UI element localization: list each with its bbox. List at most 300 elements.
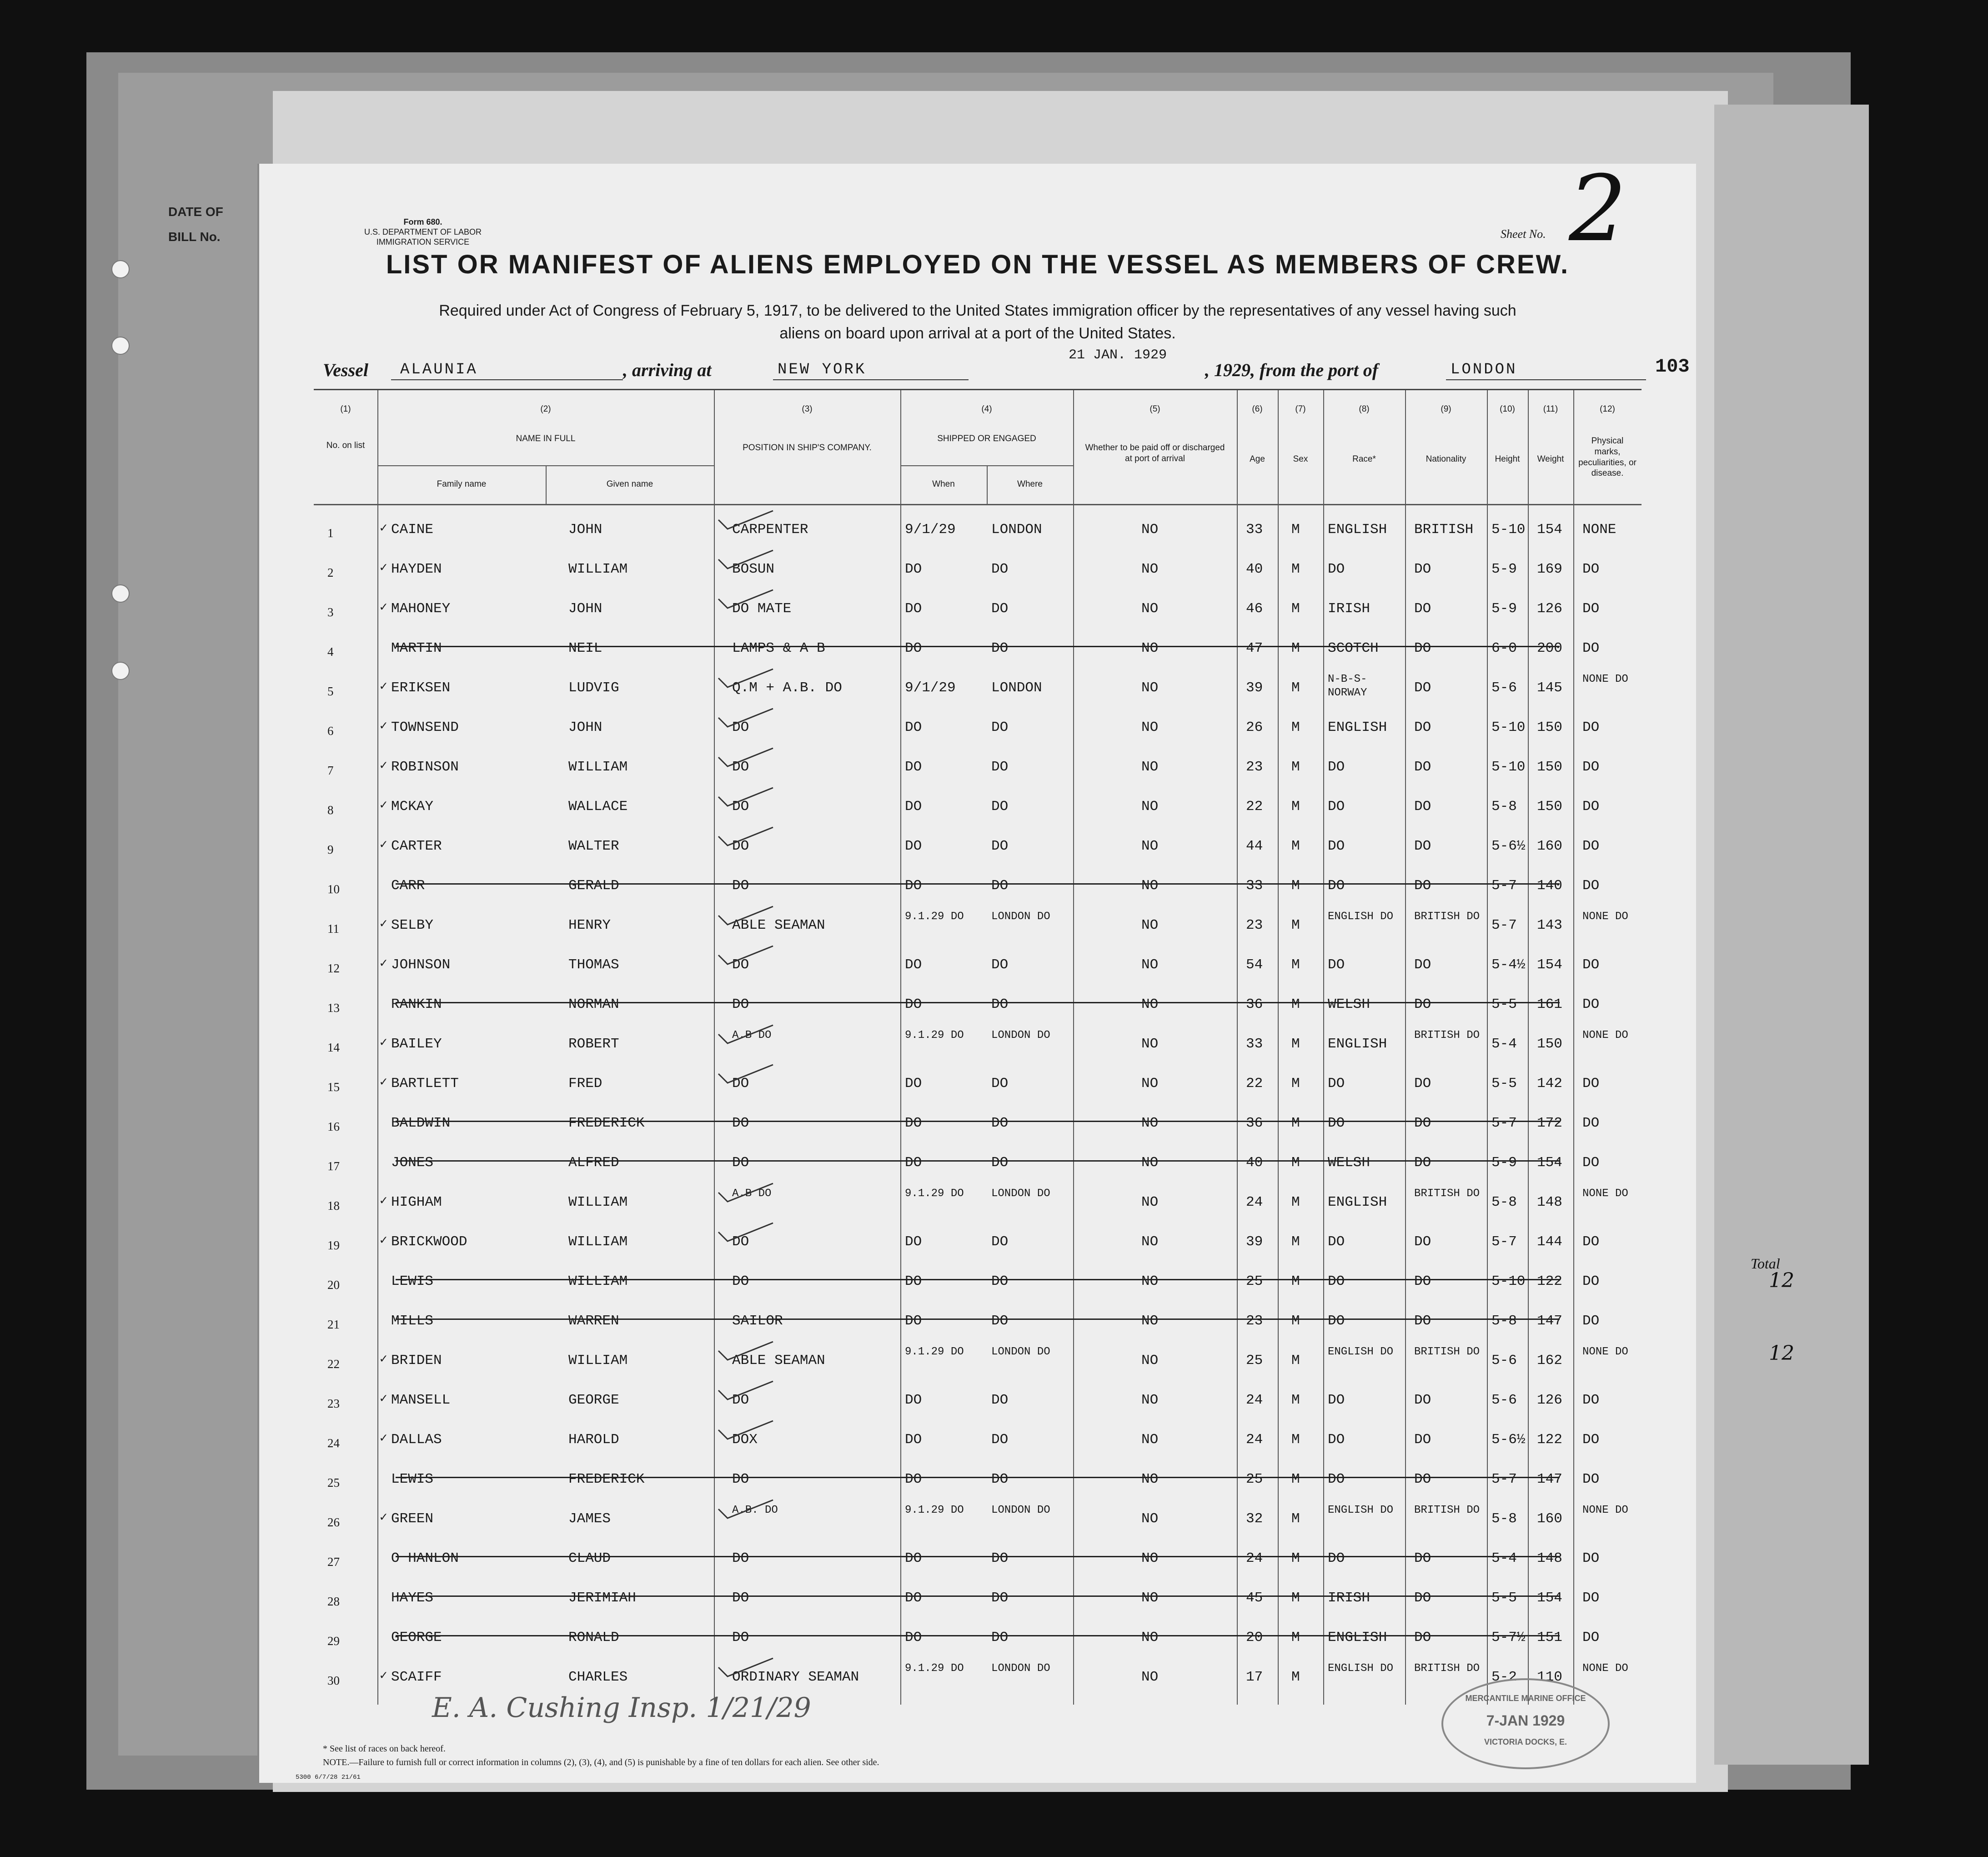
nationality: BRITISH DO — [1414, 1504, 1480, 1516]
given-name: HENRY — [568, 917, 611, 933]
side-total-value: 12 — [1769, 1269, 1794, 1292]
table-row — [314, 867, 1642, 904]
position: Q.M + A.B. DO — [732, 680, 842, 696]
shipped-when: DO — [905, 759, 922, 775]
paid-off: NO — [1141, 720, 1159, 735]
nationality: BRITISH DO — [1414, 1188, 1480, 1200]
given-name: WILLIAM — [568, 1273, 628, 1289]
physical-marks: DO — [1582, 1630, 1600, 1646]
age: 24 — [1246, 1432, 1263, 1448]
family-name: BALDWIN — [391, 1115, 451, 1131]
height: 6-0 — [1491, 640, 1517, 656]
table-row — [314, 788, 1642, 825]
table-row — [314, 1500, 1642, 1537]
back-date-label: DATE OF — [168, 205, 223, 219]
given-name: RONALD — [568, 1630, 619, 1646]
given-name: ROBERT — [568, 1036, 619, 1052]
race: ENGLISH — [1328, 1630, 1387, 1646]
family-name: MANSELL — [391, 1392, 451, 1408]
shipped-when: DO — [905, 1115, 922, 1131]
weight: 150 — [1537, 759, 1562, 775]
row-number: 20 — [327, 1278, 340, 1292]
paid-off: NO — [1141, 1155, 1159, 1171]
weight: 147 — [1537, 1313, 1562, 1329]
footnote-races: * See list of races on back hereof. — [323, 1744, 446, 1754]
weight: 154 — [1537, 1590, 1562, 1606]
position: ORDINARY SEAMAN — [732, 1669, 859, 1685]
shipped-when: DO — [905, 601, 922, 617]
shipped-when: DO — [905, 1432, 922, 1448]
position: A.B. DO — [732, 1504, 778, 1516]
row-number: 3 — [327, 605, 334, 619]
nationality: DO — [1414, 561, 1431, 577]
paid-off: NO — [1141, 1630, 1159, 1646]
col-race: Race* — [1352, 454, 1376, 464]
paid-off: NO — [1141, 917, 1159, 933]
shipped-where: DO — [991, 1313, 1009, 1329]
row-tick-icon: ✓ — [380, 759, 387, 773]
family-name: HIGHAM — [391, 1194, 442, 1210]
table-row — [314, 1579, 1642, 1616]
weight: 110 — [1537, 1669, 1562, 1685]
sex: M — [1291, 1076, 1300, 1092]
shipped-where: DO — [991, 1392, 1009, 1408]
given-name: JOHN — [568, 601, 602, 617]
family-name: BARTLETT — [391, 1076, 459, 1092]
row-tick-icon: ✓ — [380, 917, 387, 931]
colnum-7: (7) — [1295, 404, 1306, 414]
physical-marks: DO — [1582, 561, 1600, 577]
given-name: WILLIAM — [568, 561, 628, 577]
family-name: CARR — [391, 878, 425, 894]
punch-hole — [111, 662, 130, 680]
table-row — [314, 1144, 1642, 1181]
family-name: HAYDEN — [391, 561, 442, 577]
row-number: 23 — [327, 1397, 340, 1410]
weight: 142 — [1537, 1076, 1562, 1092]
shipped-when: DO — [905, 1630, 922, 1646]
paid-off: NO — [1141, 1273, 1159, 1289]
paid-off: NO — [1141, 957, 1159, 973]
table-row — [314, 1460, 1642, 1498]
weight: 154 — [1537, 957, 1562, 973]
col-height: Height — [1495, 454, 1520, 464]
age: 25 — [1246, 1353, 1263, 1369]
table-row — [314, 590, 1642, 627]
physical-marks: DO — [1582, 601, 1600, 617]
weight: 160 — [1537, 838, 1562, 854]
age: 24 — [1246, 1194, 1263, 1210]
paid-off: NO — [1141, 561, 1159, 577]
physical-marks: DO — [1582, 1432, 1600, 1448]
punch-hole — [111, 260, 130, 278]
age: 25 — [1246, 1273, 1263, 1289]
table-row — [314, 827, 1642, 865]
nationality: DO — [1414, 680, 1431, 696]
row-number: 14 — [327, 1041, 340, 1054]
check-mark-icon — [714, 506, 778, 533]
race: WELSH — [1328, 996, 1371, 1012]
shipped-where: DO — [991, 1432, 1009, 1448]
shipped-where: DO — [991, 878, 1009, 894]
check-mark-icon — [714, 1060, 778, 1087]
shipped-when: 9.1.29 DO — [905, 911, 964, 923]
shipped-when: 9.1.29 DO — [905, 1504, 964, 1516]
mercantile-marine-stamp — [1441, 1678, 1610, 1769]
side-sheet — [1714, 105, 1869, 1765]
sex: M — [1291, 1115, 1300, 1131]
sex: M — [1291, 1630, 1300, 1646]
height: 5-6½ — [1491, 1432, 1526, 1448]
nationality: DO — [1414, 1471, 1431, 1487]
row-number: 26 — [327, 1515, 340, 1529]
col-position: POSITION IN SHIP'S COMPANY. — [743, 443, 872, 453]
family-name: MILLS — [391, 1313, 434, 1329]
race: ENGLISH DO — [1328, 1662, 1394, 1675]
family-name: MCKAY — [391, 799, 434, 815]
nationality: DO — [1414, 878, 1431, 894]
colnum-9: (9) — [1441, 404, 1451, 414]
height: 5-5 — [1491, 1590, 1517, 1606]
table-row — [314, 1540, 1642, 1577]
nationality: DO — [1414, 1590, 1431, 1606]
age: 39 — [1246, 680, 1263, 696]
age: 20 — [1246, 1630, 1263, 1646]
shipped-where: LONDON DO — [991, 1029, 1050, 1042]
weight: 122 — [1537, 1432, 1562, 1448]
table-row — [314, 1025, 1642, 1062]
age: 23 — [1246, 759, 1263, 775]
paid-off: NO — [1141, 1234, 1159, 1250]
age: 36 — [1246, 1115, 1263, 1131]
colnum-11: (11) — [1543, 404, 1558, 414]
physical-marks: DO — [1582, 1392, 1600, 1408]
table-row — [314, 1619, 1642, 1656]
weight: 148 — [1537, 1550, 1562, 1566]
service-name: IMMIGRATION SERVICE — [376, 237, 470, 247]
year-from-label: , 1929, from the port of — [1205, 360, 1379, 380]
col-shipped: SHIPPED OR ENGAGED — [937, 434, 1036, 443]
shipped-where: DO — [991, 1590, 1009, 1606]
row-tick-icon: ✓ — [380, 1511, 387, 1525]
shipped-where: LONDON DO — [991, 1188, 1050, 1200]
given-name: CHARLES — [568, 1669, 628, 1685]
sex: M — [1291, 1353, 1300, 1369]
row-number: 11 — [327, 922, 339, 936]
race: ENGLISH — [1328, 720, 1387, 735]
check-mark-icon — [714, 1218, 778, 1246]
row-number: 6 — [327, 724, 334, 738]
position: BOSUN — [732, 561, 775, 577]
physical-marks: DO — [1582, 1313, 1600, 1329]
colnum-4: (4) — [981, 404, 992, 414]
weight: 172 — [1537, 1115, 1562, 1131]
row-number: 21 — [327, 1318, 340, 1331]
vessel-label: Vessel — [323, 360, 368, 380]
colnum-1: (1) — [340, 404, 351, 414]
stamp-top: MERCANTILE MARINE OFFICE — [1465, 1694, 1586, 1703]
position: DO — [732, 759, 749, 775]
given-name: ALFRED — [568, 1155, 619, 1171]
age: 33 — [1246, 878, 1263, 894]
check-mark-icon — [714, 1021, 778, 1048]
position: DO — [732, 720, 749, 735]
nationality: DO — [1414, 601, 1431, 617]
height: 5-7 — [1491, 1471, 1517, 1487]
row-tick-icon: ✓ — [380, 601, 387, 615]
physical-marks: DO — [1582, 1273, 1600, 1289]
race: DO — [1328, 1471, 1345, 1487]
paid-off: NO — [1141, 680, 1159, 696]
given-name: HAROLD — [568, 1432, 619, 1448]
arriving-port: NEW YORK — [778, 361, 867, 378]
position: DO — [732, 1115, 749, 1131]
physical-marks: DO — [1582, 759, 1600, 775]
table-row — [314, 511, 1642, 548]
shipped-where: DO — [991, 1550, 1009, 1566]
race: SCOTCH — [1328, 640, 1379, 656]
race: DO — [1328, 1115, 1345, 1131]
family-name: BAILEY — [391, 1036, 442, 1052]
given-name: JOHN — [568, 720, 602, 735]
shipped-where: DO — [991, 957, 1009, 973]
table-row — [314, 1263, 1642, 1300]
family-name: CAINE — [391, 522, 434, 538]
position: DO — [732, 1234, 749, 1250]
race: ENGLISH DO — [1328, 911, 1394, 923]
table-row — [314, 1183, 1642, 1221]
col-paid-off: Whether to be paid off or discharged at port of arrival — [1085, 443, 1225, 463]
weight: 144 — [1537, 1234, 1562, 1250]
given-name: FREDERICK — [568, 1115, 645, 1131]
col-physical-marks: Physical marks, peculiarities, or disease. — [1578, 436, 1637, 478]
height: 5-7½ — [1491, 1630, 1526, 1646]
weight: 150 — [1537, 799, 1562, 815]
weight: 150 — [1537, 1036, 1562, 1052]
sex: M — [1291, 996, 1300, 1012]
check-mark-icon — [714, 1495, 778, 1523]
vessel-name: ALAUNIA — [400, 361, 478, 378]
vessel-line — [323, 347, 1690, 382]
physical-marks: NONE — [1582, 522, 1617, 538]
check-mark-icon — [714, 585, 778, 613]
row-tick-icon: ✓ — [380, 1036, 387, 1050]
table-row — [314, 986, 1642, 1023]
shipped-when: DO — [905, 561, 922, 577]
row-tick-icon: ✓ — [380, 680, 387, 694]
table-row — [314, 1421, 1642, 1458]
age: 22 — [1246, 799, 1263, 815]
position: SAILOR — [732, 1313, 783, 1329]
height: 5-6 — [1491, 680, 1517, 696]
given-name: WALLACE — [568, 799, 628, 815]
sex: M — [1291, 1313, 1300, 1329]
department-name: U.S. DEPARTMENT OF LABOR — [364, 227, 482, 237]
height: 5-10 — [1491, 759, 1526, 775]
position: DO — [732, 1155, 749, 1171]
age: 33 — [1246, 522, 1263, 538]
age: 25 — [1246, 1471, 1263, 1487]
row-tick-icon: ✓ — [380, 522, 387, 536]
weight: 150 — [1537, 720, 1562, 735]
arriving-label: , arriving at — [623, 360, 712, 380]
weight: 122 — [1537, 1273, 1562, 1289]
paid-off: NO — [1141, 1313, 1159, 1329]
physical-marks: NONE DO — [1582, 1346, 1628, 1358]
row-number: 18 — [327, 1199, 340, 1213]
family-name: GREEN — [391, 1511, 434, 1527]
race: ENGLISH — [1328, 1194, 1387, 1210]
table-row — [314, 1342, 1642, 1379]
crew-table — [314, 389, 1642, 1703]
paid-off: NO — [1141, 1115, 1159, 1131]
check-mark-icon — [714, 744, 778, 771]
height: 5-8 — [1491, 1511, 1517, 1527]
check-mark-icon — [714, 902, 778, 929]
physical-marks: NONE DO — [1582, 673, 1628, 685]
family-name: HAYES — [391, 1590, 434, 1606]
shipped-where: DO — [991, 996, 1009, 1012]
sex: M — [1291, 1194, 1300, 1210]
paid-off: NO — [1141, 1194, 1159, 1210]
nationality: DO — [1414, 1550, 1431, 1566]
nationality: DO — [1414, 838, 1431, 854]
nationality: BRITISH — [1414, 522, 1474, 538]
sheet-number: 2 — [1569, 156, 1627, 262]
race: N-B-S- NORWAY — [1328, 673, 1367, 699]
check-mark-icon — [714, 704, 778, 731]
family-name: DALLAS — [391, 1432, 442, 1448]
height: 5-6½ — [1491, 838, 1526, 854]
colnum-10: (10) — [1500, 404, 1515, 414]
sex: M — [1291, 759, 1300, 775]
race: DO — [1328, 1234, 1345, 1250]
row-number: 13 — [327, 1001, 340, 1015]
given-name: NORMAN — [568, 996, 619, 1012]
given-name: THOMAS — [568, 957, 619, 973]
paid-off: NO — [1141, 878, 1159, 894]
table-row — [314, 629, 1642, 667]
position: DO — [732, 1550, 749, 1566]
nationality: DO — [1414, 1234, 1431, 1250]
weight: 151 — [1537, 1630, 1562, 1646]
row-tick-icon: ✓ — [380, 720, 387, 734]
weight: 160 — [1537, 1511, 1562, 1527]
race: ENGLISH DO — [1328, 1346, 1394, 1358]
given-name: NEIL — [568, 640, 602, 656]
weight: 126 — [1537, 1392, 1562, 1408]
table-row — [314, 1223, 1642, 1260]
shipped-where: DO — [991, 1630, 1009, 1646]
paid-off: NO — [1141, 1432, 1159, 1448]
height: 5-8 — [1491, 799, 1517, 815]
family-name: ROBINSON — [391, 759, 459, 775]
shipped-when: DO — [905, 1471, 922, 1487]
col-given-name: Given name — [606, 479, 653, 489]
shipped-where: LONDON — [991, 680, 1042, 696]
shipped-where: DO — [991, 1234, 1009, 1250]
colnum-3: (3) — [802, 404, 813, 414]
row-number: 10 — [327, 882, 340, 896]
row-tick-icon: ✓ — [380, 1432, 387, 1446]
nationality: DO — [1414, 1432, 1431, 1448]
height: 5-10 — [1491, 522, 1526, 538]
given-name: WALTER — [568, 838, 619, 854]
age: 47 — [1246, 640, 1263, 656]
vessel-underline — [391, 379, 623, 380]
nationality: DO — [1414, 640, 1431, 656]
age: 54 — [1246, 957, 1263, 973]
check-mark-icon — [714, 1179, 778, 1206]
check-mark-icon — [714, 664, 778, 692]
check-mark-icon — [714, 1337, 778, 1364]
height: 5-10 — [1491, 1273, 1526, 1289]
sex: M — [1291, 680, 1300, 696]
nationality: DO — [1414, 1115, 1431, 1131]
given-name: FREDERICK — [568, 1471, 645, 1487]
weight: 145 — [1537, 680, 1562, 696]
row-tick-icon: ✓ — [380, 1353, 387, 1367]
position: DO — [732, 1590, 749, 1606]
height: 5-7 — [1491, 917, 1517, 933]
check-mark-icon — [714, 1416, 778, 1444]
nationality: DO — [1414, 1155, 1431, 1171]
age: 33 — [1246, 1036, 1263, 1052]
position: DO — [732, 1392, 749, 1408]
row-number: 5 — [327, 684, 334, 698]
sex: M — [1291, 1036, 1300, 1052]
table-row — [314, 709, 1642, 746]
given-name: WILLIAM — [568, 1194, 628, 1210]
punch-hole — [111, 584, 130, 603]
race: DO — [1328, 1432, 1345, 1448]
given-name: WILLIAM — [568, 1234, 628, 1250]
given-name: GEORGE — [568, 1392, 619, 1408]
race: DO — [1328, 1392, 1345, 1408]
physical-marks: DO — [1582, 1550, 1600, 1566]
family-name: LEWIS — [391, 1273, 434, 1289]
table-row — [314, 1065, 1642, 1102]
sex: M — [1291, 838, 1300, 854]
shipped-when: DO — [905, 1155, 922, 1171]
age: 22 — [1246, 1076, 1263, 1092]
physical-marks: DO — [1582, 720, 1600, 735]
age: 23 — [1246, 1313, 1263, 1329]
position: DO — [732, 1630, 749, 1646]
shipped-when: DO — [905, 996, 922, 1012]
position: A.B DO — [732, 1029, 772, 1042]
nationality: DO — [1414, 1273, 1431, 1289]
family-name: SCAIFF — [391, 1669, 442, 1685]
sex: M — [1291, 640, 1300, 656]
height: 5-5 — [1491, 996, 1517, 1012]
family-name: RANKIN — [391, 996, 442, 1012]
age: 32 — [1246, 1511, 1263, 1527]
row-tick-icon: ✓ — [380, 1076, 387, 1090]
nationality: DO — [1414, 759, 1431, 775]
shipped-where: DO — [991, 561, 1009, 577]
age: 45 — [1246, 1590, 1263, 1606]
family-name: MAHONEY — [391, 601, 451, 617]
form-number: Form 680. — [403, 217, 442, 226]
height: 5-7 — [1491, 878, 1517, 894]
height: 5-6 — [1491, 1392, 1517, 1408]
paid-off: NO — [1141, 1511, 1159, 1527]
sex: M — [1291, 1273, 1300, 1289]
position: ABLE SEAMAN — [732, 1353, 825, 1369]
shipped-when: DO — [905, 1313, 922, 1329]
physical-marks: DO — [1582, 1471, 1600, 1487]
